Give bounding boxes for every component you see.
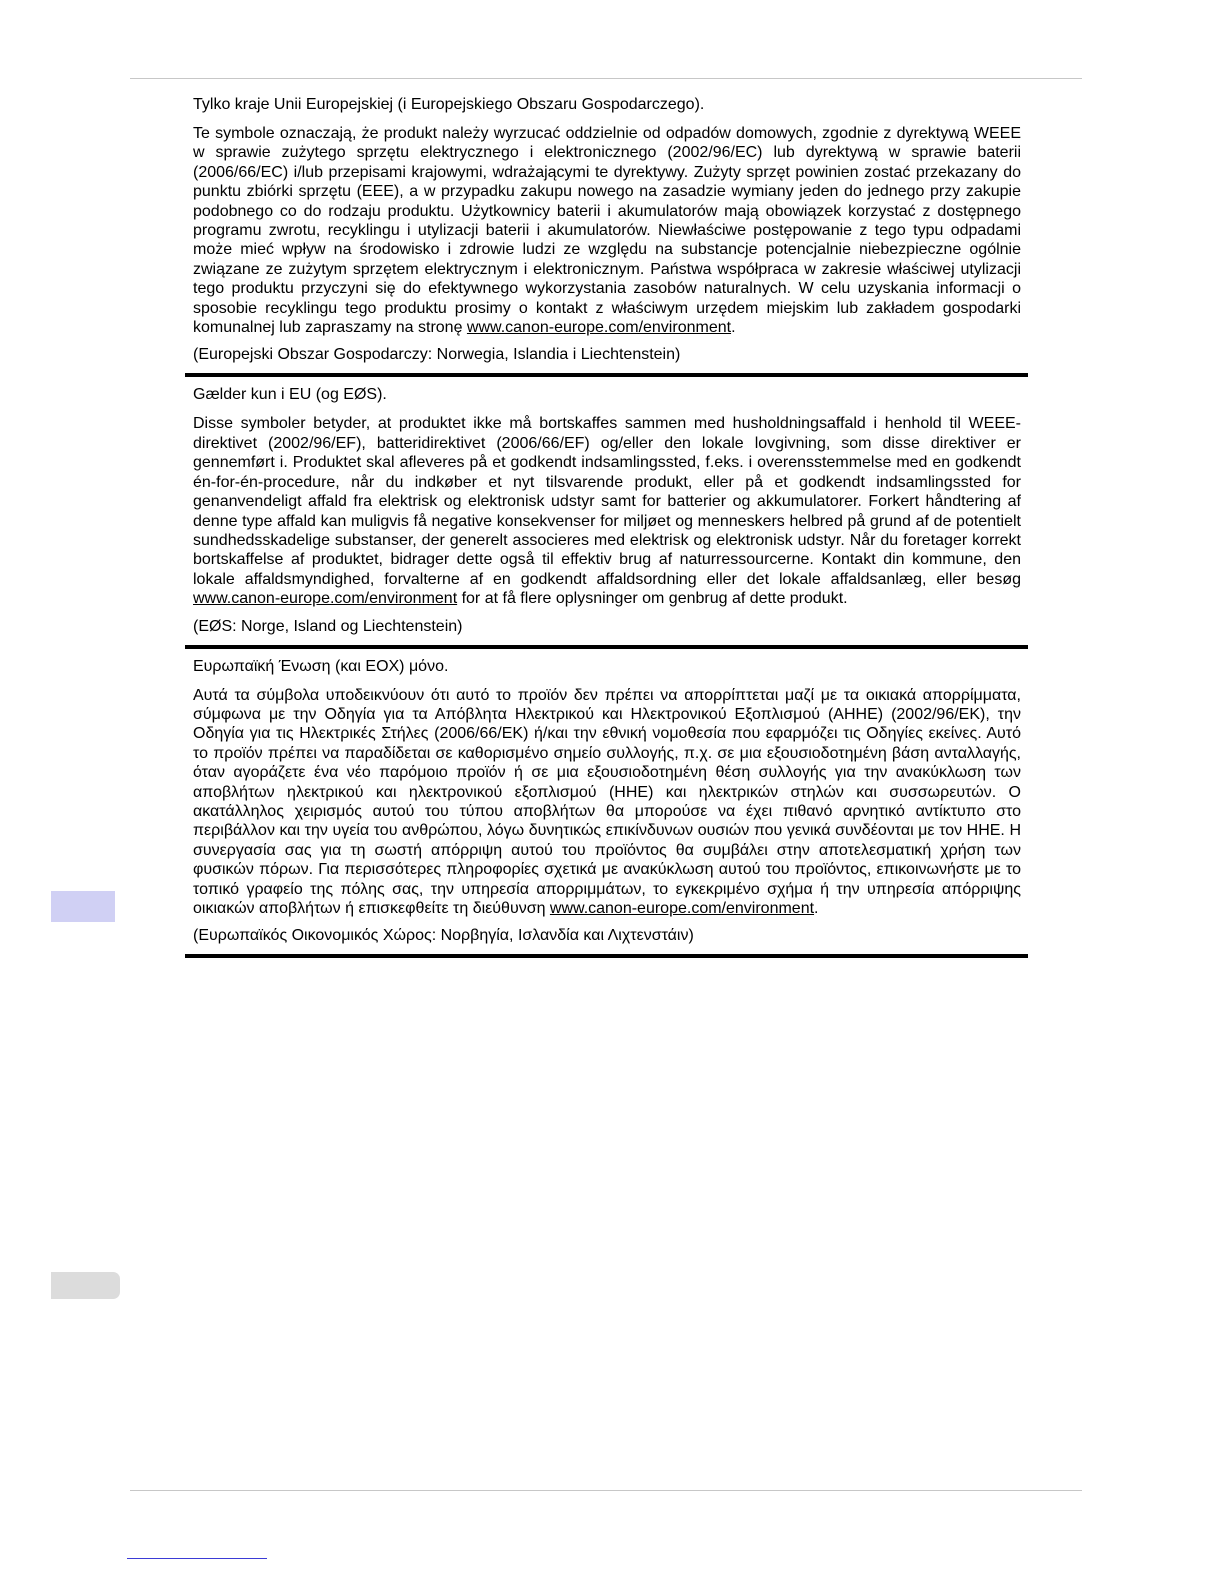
body-text: Αυτά τα σύμβολα υποδεικνύουν ότι αυτό το προϊόν δεν πρέπει να απορρίπτεται μαζί με τα οικιακά απορρίμματα, σύμφωνα με την Οδηγία για τα Απόβλητα Ηλεκτρικού και Ηλεκτρονικού Εξοπλισμού (ΑΗΗΕ) (2002/96/ΕΚ), την Οδηγία για τις Ηλεκτρικές Στήλες (2006/66/ΕΚ) ή/και την εθνική νομοθεσία που εφαρμόζει τις Οδηγίες εκείνες. Αυτό το προϊόν πρέπει να παραδίδεται σε καθορισμένο σημείο συλλογής, π.χ. σε μια εξουσιοδοτημένη βάση ανταλλαγής, όταν αγοράζετε ένα νέο παρόμοιο προϊόν ή σε μια εξουσιοδοτημένη θέση συλλογής για την ανακύκλωση των αποβλήτων ηλεκτρικού και ηλεκτρονικού εξοπλισμού (ΗΗΕ) και ηλεκτρικών στηλών και συσσωρευτών. Ο ακατάλληλος χειρισμός αυτού του τύπου αποβλήτων θα μπορούσε να έχει πιθανό αρνητικό αντίκτυπο στο περιβάλλον και την υγεία του ανθρώπου, λόγω δυνητικώς επικίνδυνων ουσιών που γενικά συνδέονται με τον ΗΗΕ. Η συνεργασία σας για τη σωστή απόρριψη αυτού του προϊόντος θα συμβάλει στην αποτελεσματική χρήση των φυσικών πόρων. Για περισσότερες πληροφορίες σχετικά με ανακύκλωση αυτού του προϊόντος, επικοινωνήστε με το τοπικό γραφείο της πόλης σας, την υπηρεσία απορριμμάτων, το εγκεκριμένο σχήμα ή την υπηρεσία απόρριψης οικιακών αποβλήτων ή επισκεφθείτε τη διεύθυνση xyxy=(193,686,1021,917)
section-note: (Europejski Obszar Gospodarczy: Norwegia, Islandia i Liechtenstein) xyxy=(193,346,681,364)
section-note: (Ευρωπαϊκός Οικονομικός Χώρος: Νορβηγία, Ισλανδία και Λιχτενστάιν) xyxy=(193,927,694,945)
section-title: Gælder kun i EU (og EØS). xyxy=(193,386,387,404)
section-note: (EØS: Norge, Island og Liechtenstein) xyxy=(193,617,463,635)
header-rule xyxy=(130,78,1082,79)
environment-link[interactable]: www.canon-europe.com/environment xyxy=(193,590,458,608)
chapter-tab-marker[interactable] xyxy=(51,891,115,922)
section-title: Tylko kraje Unii Europejskiej (i Europejskiego Obszaru Gospodarczego). xyxy=(193,96,705,113)
section-greek xyxy=(185,649,1028,959)
weee-notice-content xyxy=(185,92,1028,958)
footer-link-underline[interactable] xyxy=(127,1558,267,1559)
section-title: Ευρωπαϊκή Ένωση (και ΕΟΧ) μόνο. xyxy=(193,657,449,675)
section-danish xyxy=(185,377,1028,648)
environment-link[interactable]: www.canon-europe.com/environment xyxy=(466,319,732,337)
body-text-end: . xyxy=(814,900,819,917)
section-polish xyxy=(185,92,1028,377)
section-body xyxy=(193,124,1021,337)
section-body xyxy=(193,414,1021,608)
index-tab-marker[interactable] xyxy=(51,1272,120,1299)
section-body xyxy=(193,686,1021,919)
body-text: Disse symboler betyder, at produktet ikke må bortskaffes sammen med husholdningsaffald i henhold til WEEE-direktivet (2002/96/EF), batteridirektivet (2006/66/EF) og/eller den lokale lovgivning, som disse direktiver er gennemført i. Produktet skal afleveres på et godkendt indsamlingssted, f.eks. i overensstemmelse med en godkendt én-for-én-procedure, når du indkøber et nyt tilsvarende produkt, eller på et godkendt indsamlingssted for genanvendeligt affald fra elektrisk og elektronisk udstyr samt for batterier og akkumulatorer. Forkert håndtering af denne type affald kan muligvis få negative konsekvenser for miljøet og menneskers helbred på grund af de potentielt sundhedsskadelige substanser, der generelt associeres med elektrisk og elektronisk udstyr. Når du foretager korrekt bortskaffelse af produktet, bidrager dette også til effektiv brug af naturressourcerne. Kontakt din kommune, den lokale affaldsmyndighed, forvalterne af en godkendt affaldsordning eller det lokale affaldsanlæg, eller besøg xyxy=(193,415,1021,588)
body-text-end: for at få flere oplysninger om genbrug af dette produkt. xyxy=(457,590,848,608)
footer-rule xyxy=(130,1490,1082,1491)
body-text-end: . xyxy=(731,319,736,337)
body-text: Te symbole oznaczają, że produkt należy wyrzucać oddzielnie od odpadów domowych, zgodnie z dyrektywą WEEE w sprawie zużytego sprzętu elektrycznego i elektronicznego (2002/96/EC) lub dyrektywą w sprawie baterii (2006/66/EC) i/lub przepisami krajowymi, wdrażającymi te dyrektywy. Zużyty sprzęt powinien zostać przekazany do punktu zbiórki sprzętu (EEE), a w przypadku zakupu nowego na zasadzie wymiany jeden do jednego przy zakupie podobnego co do rodzaju produktu. Użytkownicy baterii i akumulatorów mają obowiązek korzystać z dostępnego programu zwrotu, recyklingu i utylizacji baterii i akumulatorów. Niewłaściwe postępowanie z tego typu odpadami może mieć wpływ na środowisko i zdrowie ludzi ze względu na substancje potencjalnie niebezpieczne ogólnie związane ze zużytym sprzętem elektrycznym i elektronicznym. Państwa współpraca w zakresie właściwej utylizacji tego produktu przyczyni się do efektywnego wykorzystania zasobów naturalnych. W celu uzyskania informacji o sposobie recyklingu tego produktu prosimy o kontakt z właściwym urzędem miejskim lub zakładem gospodarki komunalnej lub zapraszamy na stronę xyxy=(193,125,1021,337)
environment-link[interactable]: www.canon-europe.com/environment xyxy=(549,900,815,917)
